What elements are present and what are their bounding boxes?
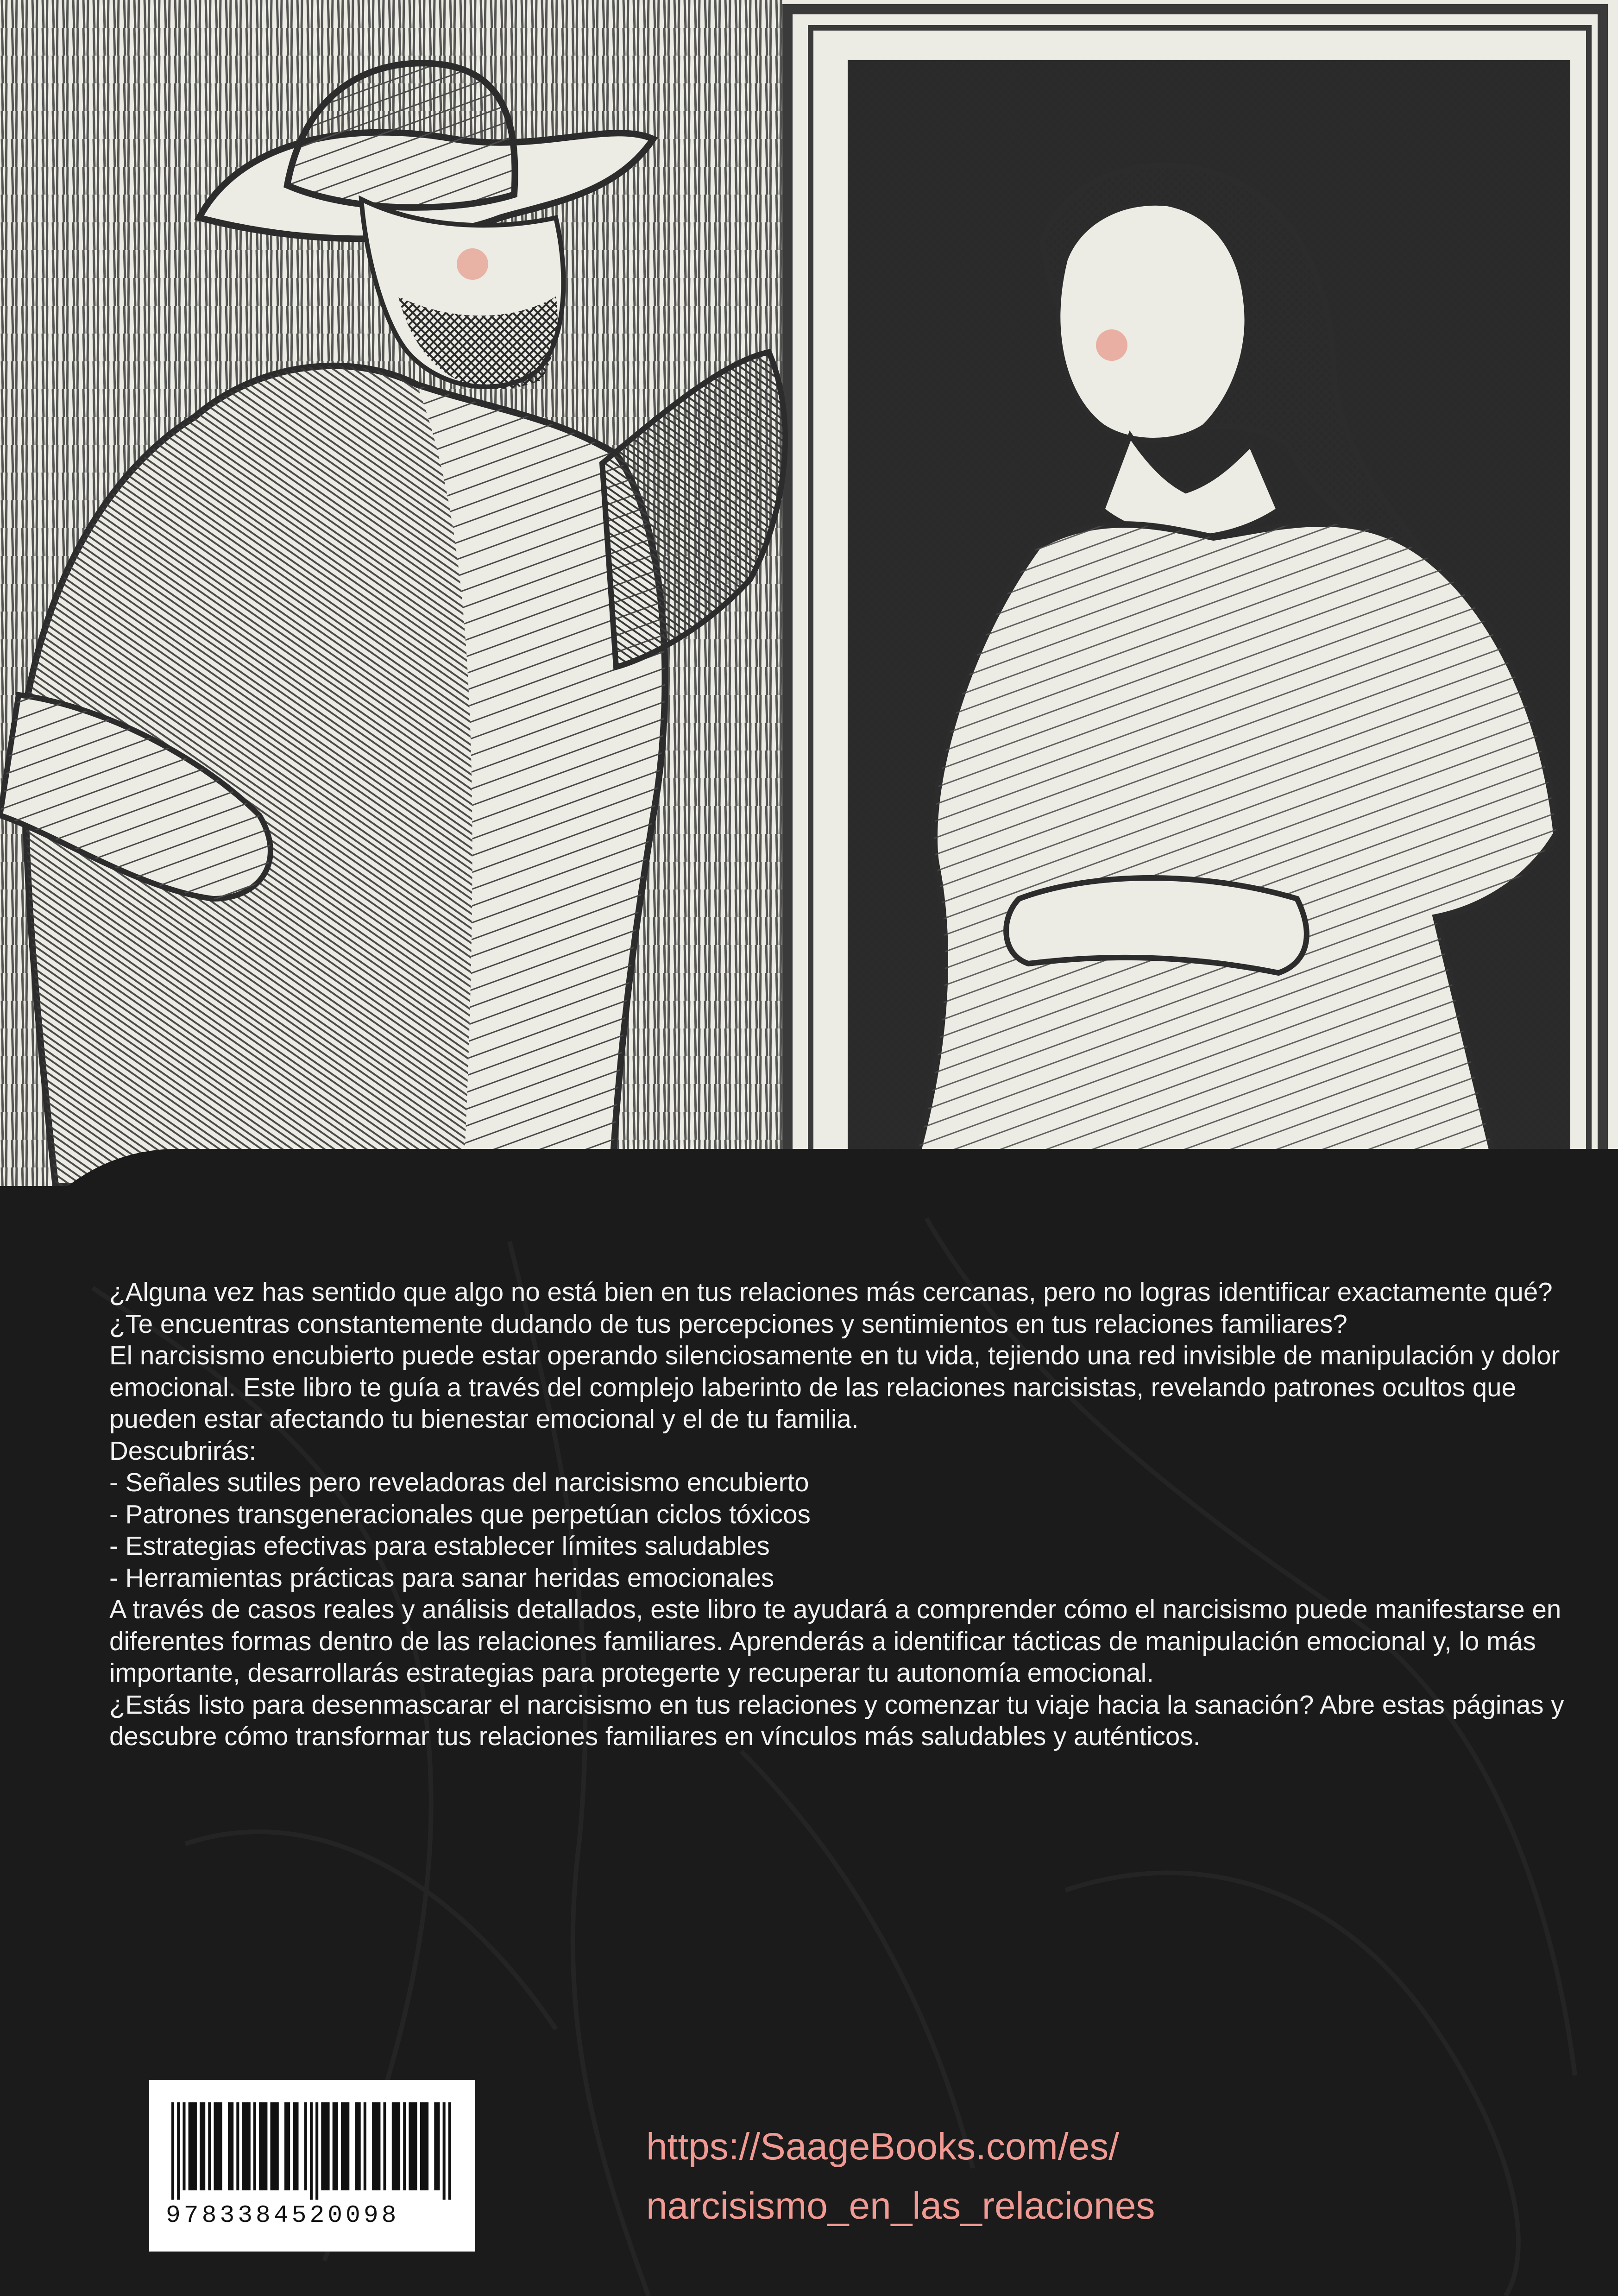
- barcode-bar: [372, 2102, 380, 2190]
- barcode-bar: [364, 2102, 366, 2190]
- barcode-bar: [189, 2102, 197, 2190]
- blurb-question-2: ¿Te encuentras constantemente dudando de tus percepciones y sentimientos en tus relaciones familiares?: [109, 1309, 1347, 1338]
- barcode-bar: [284, 2102, 290, 2190]
- blurb-list-heading: Descubrirás:: [109, 1436, 257, 1465]
- isbn-barcode: [149, 2080, 475, 2252]
- barcode-bar: [341, 2102, 349, 2190]
- url-line-1[interactable]: https://SaageBooks.com/es/: [646, 2126, 1119, 2168]
- blurb-description: El narcisismo encubierto puede estar operando silenciosamente en tu vida, tejiendo una red invisible de manipulación y dolor emocional. Este libro te guía a través del complejo laberinto de las relaciones narcisistas, revelando patrones ocultos que pueden estar afectando tu bienestar emocional y el de tu familia.: [109, 1341, 1560, 1433]
- barcode-bar: [315, 2102, 318, 2200]
- blurb-list-item: - Señales sutiles pero reveladoras del narcisismo encubierto: [109, 1468, 809, 1497]
- barcode-bar: [420, 2102, 428, 2190]
- barcode-bar: [183, 2102, 185, 2190]
- barcode-bars: [171, 2102, 453, 2200]
- barcode-bar: [310, 2102, 313, 2200]
- barcode-bar: [448, 2102, 451, 2200]
- barcode-bar: [333, 2102, 338, 2190]
- blurb-intro-question: ¿Alguna vez has sentido que algo no está bien en tus relaciones más cercanas, pero no logras identificar exactamente qué?: [109, 1277, 1553, 1306]
- barcode-bar: [403, 2102, 406, 2190]
- barcode-bar: [443, 2102, 446, 2200]
- barcode-bar: [200, 2102, 205, 2190]
- barcode-bar: [434, 2102, 440, 2190]
- barcode-bar: [253, 2102, 256, 2190]
- blurb-list-item: - Herramientas prácticas para sanar heridas emocionales: [109, 1563, 774, 1592]
- barcode-bar: [228, 2102, 233, 2190]
- publisher-url[interactable]: [646, 2117, 1155, 2236]
- barcode-bar: [321, 2102, 329, 2190]
- isbn-digits: 9783384520098: [166, 2201, 400, 2229]
- barcode-bar: [236, 2102, 239, 2190]
- barcode-bar: [355, 2102, 361, 2190]
- barcode-bar: [384, 2102, 386, 2190]
- barcode-bar: [304, 2102, 307, 2190]
- blurb-closing: ¿Estás listo para desenmascarar el narcisismo en tus relaciones y comenzar tu viaje hacia la sanación? Abre estas páginas y descubre cómo transformar tus relaciones familiares en vínculos más saludables y auténticos.: [109, 1690, 1564, 1751]
- barcode-bar: [293, 2102, 298, 2190]
- blurb-list-item: - Estrategias efectivas para establecer límites saludables: [109, 1531, 770, 1560]
- barcode-bar: [214, 2102, 222, 2190]
- man-cheek-blush: [457, 248, 488, 280]
- woman-cheek-blush: [1096, 329, 1127, 361]
- barcode-bar: [259, 2102, 267, 2190]
- back-cover-blurb: [109, 1276, 1573, 1753]
- barcode-bar: [171, 2102, 174, 2200]
- barcode-bar: [409, 2102, 417, 2190]
- blurb-list-item: - Patrones transgeneracionales que perpetúan ciclos tóxicos: [109, 1499, 811, 1529]
- barcode-bar: [242, 2102, 251, 2190]
- barcode-bar: [177, 2102, 180, 2200]
- url-line-2[interactable]: narcisismo_en_las_relaciones: [646, 2185, 1155, 2227]
- barcode-bar: [392, 2102, 400, 2190]
- barcode-bar: [271, 2102, 279, 2190]
- blurb-body: A través de casos reales y análisis detallados, este libro te ayudará a comprender cómo el narcisismo puede manifestarse en diferentes formas dentro de las relaciones familiares. Aprenderás a identificar tácticas de manipulación emocional y, lo más importante, desarrollarás estrategias para protegerte y recuperar tu autonomía emocional.: [109, 1595, 1561, 1687]
- barcode-bar: [208, 2102, 211, 2190]
